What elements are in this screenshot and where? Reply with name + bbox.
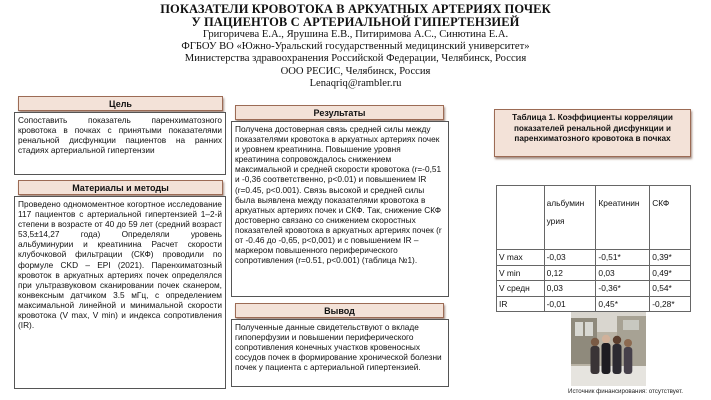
table-cell: -0,28* [650,296,691,312]
table-row [497,296,691,312]
table-row-label: IR [497,296,545,312]
table-cell: 0,45* [596,296,650,312]
methods-text: Проведено одномоментное когортное исследование 117 пациентов с артериальной гипертензией 1–2-й степени в возрасте от 40 до 59 лет (средний возраст 53,5±14,27 года) Определяли уровень альбуминурии и креатинина Расчет скорости клубочковой фильтрации (СКФ) проводили по формуле CKD – EPI (2021). Паренхиматозный кровоток в аркуатных артериях почек определялся при ультразвуковом сканировании почек сканером, конвексным датчиком 3.5 мГц, с определением максимальной линейной и минимальной скорости кровотока (V max, V min) и индекса сопротивления (IR). [14,196,226,389]
funding-note: Источник финансирования: отсутствует. [568,388,683,395]
table-row-label: V max [497,250,545,266]
table-header-cell: Креатинин [596,186,650,250]
table-cell: 0,49* [650,265,691,281]
table-cell: -0,03 [544,250,596,266]
table-cell: 0,39* [650,250,691,266]
results-heading: Результаты [235,105,444,120]
poster-title-line-2: У ПАЦИЕНТОВ С АРТЕРИАЛЬНОЙ ГИПЕРТЕНЗИЕЙ [191,15,520,29]
table-header-row [497,186,691,250]
table-cell: -0,01 [544,296,596,312]
email: Lenaqriq@rambler.ru [309,77,402,89]
results-text: Получена достоверная связь средней силы между показателями кровотока в аркуатных артериях почек и уровнем креатинина. Повышение уровня креатинина сопровождалось снижением максимальной и средней скорости кровотока (r=-0,51 и -0,36 соответственно, p<0.01) и повышением IR (r=0.45, p<0.001). Связь высокой и средней силы была выявлена между показателями кровотока в аркуатных артериях почек и СКФ. Так, снижение СКФ достоверно связано со снижением скоростных показателей кровотока в аркуатных артериях почек (r от -0.46 до -0,65, p<0,001) и с повышением IR – маркером повышенного периферического сопротивления (r=0.51, p<0.001) (таблица №1). [231,121,449,297]
table1-heading: Таблица 1. Коэффициенты корреляции показателей ренальной дисфункции и паренхиматозного кровотока в почках [494,109,691,157]
table-row [497,250,691,266]
institution: ФГБОУ ВО «Южно-Уральский государственный медицинский университет» [181,41,530,53]
table-cell: 0,03 [544,281,596,297]
ministry: Министерства здравоохранения Российской Федерации, Челябинск, Россия [184,53,527,65]
table-cell: 0,03 [596,265,650,281]
table-cell: 0,54* [650,281,691,297]
company: ООО РЕСИС, Челябинск, Россия [280,65,431,77]
table-row-label: V min [497,265,545,281]
conclusion-heading: Вывод [235,303,444,318]
goal-text: Сопоставить показатель паренхиматозного кровотока в почках с принятыми показателями ренальной дисфункции пациентов на ранних стадиях артериальной гипертензии [14,112,226,175]
table-row [497,281,691,297]
table-header-cell: альбумин урия [544,186,596,250]
conclusion-text: Полученные данные свидетельствуют о вкладе гипоперфузии и повышении периферического сопротивления конечных участков кровеносных сосудов почек в формирование хронической болезни почек у пациента с артериальной гипертензией. [231,319,449,387]
table-row [497,265,691,281]
table-header-cell: СКФ [650,186,691,250]
methods-heading: Материалы и методы [18,180,223,195]
poster-header [0,0,711,90]
poster-title-line-1: ПОКАЗАТЕЛИ КРОВОТОКА В АРКУАТНЫХ АРТЕРИЯХ ПОЧЕК [160,2,551,16]
table-cell: -0,51* [596,250,650,266]
team-photo [571,312,646,386]
table-row-label: V средн [497,281,545,297]
authors: Григоричева Е.А., Ярушина Е.В., Питиримова А.С., Синютина Е.А. [202,29,509,40]
table-header-cell [497,186,545,250]
goal-heading: Цель [18,96,223,111]
table-cell: -0,36* [596,281,650,297]
table-cell: 0,12 [544,265,596,281]
correlation-table [496,185,691,312]
